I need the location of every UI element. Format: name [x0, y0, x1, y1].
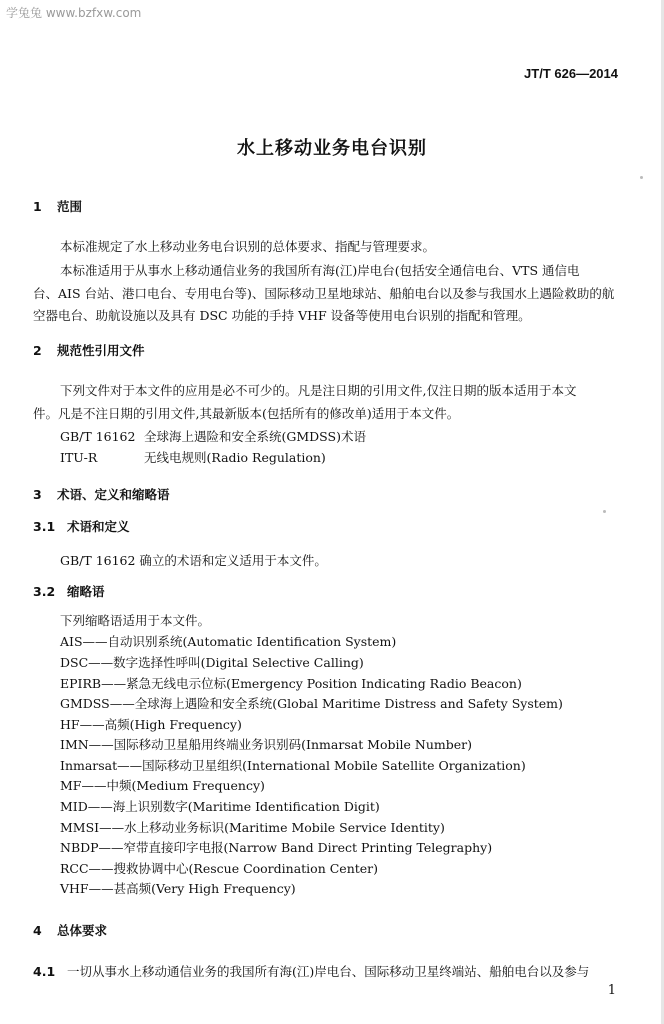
reference-code: ITU-R [60, 450, 98, 465]
section-4-heading [33, 921, 107, 939]
abbreviation-item: AIS——自动识别系统(Automatic Identification System) [60, 634, 397, 649]
scan-speck [603, 510, 606, 513]
abbreviation-item: DSC——数字选择性呼叫(Digital Selective Calling) [60, 655, 364, 670]
paragraph: 本标准规定了水上移动业务电台识别的总体要求、指配与管理要求。 [60, 239, 436, 254]
section-number: 3.2 [33, 584, 56, 599]
section-3-2-heading [33, 582, 105, 600]
paragraph-line: 台、AIS 台站、港口电台、专用电台等)、国际移动卫星地球站、船舶电台以及参与我国水上遇险救助的航 [33, 286, 615, 301]
abbreviation-item: MID——海上识别数字(Maritime Identification Digit) [60, 799, 380, 814]
section-title: 缩略语 [67, 584, 105, 599]
abbreviation-item: IMN——国际移动卫星船用终端业务识别码(Inmarsat Mobile Number) [60, 737, 472, 752]
reference-title: 全球海上遇险和安全系统(GMDSS)术语 [144, 429, 366, 444]
reference-title: 无线电规则(Radio Regulation) [144, 450, 326, 465]
paragraph: 下列缩略语适用于本文件。 [60, 613, 211, 628]
reference-code: GB/T 16162 [60, 429, 136, 444]
section-title: 总体要求 [57, 923, 108, 938]
section-number: 3 [33, 487, 42, 502]
abbreviation-item: VHF——甚高频(Very High Frequency) [60, 881, 296, 896]
section-2-heading [33, 341, 145, 359]
section-3-heading [33, 485, 170, 503]
abbreviation-item: MMSI——水上移动业务标识(Maritime Mobile Service Identity) [60, 820, 445, 835]
section-1-heading [33, 197, 82, 215]
section-3-1-heading [33, 517, 130, 535]
paragraph-line: 本标准适用于从事水上移动通信业务的我国所有海(江)岸电台(包括安全通信电台、VTS 通信电 [60, 263, 580, 278]
normative-reference [60, 448, 326, 466]
abbreviation-item: EPIRB——紧急无线电示位标(Emergency Position Indicating Radio Beacon) [60, 676, 522, 691]
section-title: 规范性引用文件 [57, 343, 145, 358]
section-number: 4 [33, 923, 42, 938]
section-title: 范围 [57, 199, 83, 214]
section-title: 术语和定义 [67, 519, 130, 534]
paragraph: GB/T 16162 确立的术语和定义适用于本文件。 [60, 553, 327, 568]
section-number: 3.1 [33, 519, 56, 534]
section-number: 2 [33, 343, 42, 358]
watermark: 学兔兔 www.bzfxw.com [6, 6, 142, 20]
abbreviation-item: NBDP——窄带直接印字电报(Narrow Band Direct Printing Telegraphy) [60, 840, 493, 855]
section-title: 术语、定义和缩略语 [57, 487, 170, 502]
abbreviation-item: GMDSS——全球海上遇险和安全系统(Global Maritime Distress and Safety System) [60, 696, 563, 711]
scan-speck [640, 176, 643, 179]
paragraph-line: 下列文件对于本文件的应用是必不可少的。凡是注日期的引用文件,仅注日期的版本适用于本文 [60, 383, 577, 398]
page-number: 1 [607, 983, 616, 998]
clause-text: 一切从事水上移动通信业务的我国所有海(江)岸电台、国际移动卫星终端站、船舶电台以及参与 [67, 964, 590, 979]
normative-reference [60, 427, 366, 445]
page-title: 水上移动业务电台识别 [237, 138, 427, 159]
clause-number: 4.1 [33, 964, 56, 979]
standard-number: JT/T 626—2014 [524, 66, 618, 81]
abbreviation-item: MF——中频(Medium Frequency) [60, 778, 265, 793]
paragraph-line: 件。凡是不注日期的引用文件,其最新版本(包括所有的修改单)适用于本文件。 [33, 406, 460, 421]
abbreviation-item: HF——高频(High Frequency) [60, 717, 242, 732]
section-number: 1 [33, 199, 42, 214]
abbreviation-item: Inmarsat——国际移动卫星组织(International Mobile Satellite Organization) [60, 758, 526, 773]
clause-4-1 [33, 962, 589, 980]
paragraph-line: 空器电台、助航设施以及具有 DSC 功能的手持 VHF 设备等使用电台识别的指配和管理。 [33, 308, 531, 323]
abbreviation-item: RCC——搜救协调中心(Rescue Coordination Center) [60, 861, 379, 876]
